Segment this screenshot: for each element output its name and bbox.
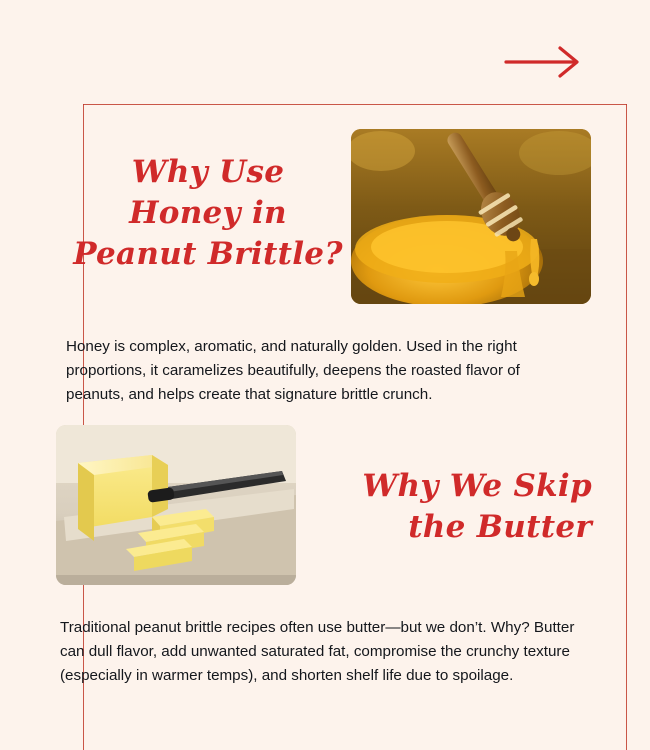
section-honey-body: Honey is complex, aromatic, and naturally golden. Used in the right proportions, it caramelizes beautifully, deepens the roasted flavor of peanuts, and helps create that signature brittle crunch. bbox=[66, 338, 520, 404]
next-arrow-button[interactable] bbox=[502, 40, 592, 84]
heading-line: the Butter bbox=[408, 509, 592, 545]
section-butter-body: Traditional peanut brittle recipes often use butter—but we don’t. Why? Butter can dull flavor, add unwanted saturated fat, compromise the crunchy texture (especially in warmer temps), and shorten shelf life due to spoilage. bbox=[60, 619, 575, 685]
section-butter-heading bbox=[318, 466, 592, 548]
honey-image bbox=[351, 129, 591, 304]
honey-dipper-photo bbox=[351, 129, 591, 304]
heading-line: Why Use bbox=[131, 154, 285, 190]
butter-photo bbox=[56, 425, 296, 585]
heading-line: Honey in bbox=[129, 195, 287, 231]
butter-image bbox=[56, 425, 296, 585]
heading-line: Why We Skip bbox=[362, 468, 592, 504]
heading-line: Peanut Brittle? bbox=[73, 236, 343, 272]
section-honey-heading bbox=[70, 152, 346, 275]
right-border-rule bbox=[626, 104, 627, 750]
header-divider bbox=[83, 104, 627, 105]
arrow-right-icon bbox=[502, 40, 592, 84]
